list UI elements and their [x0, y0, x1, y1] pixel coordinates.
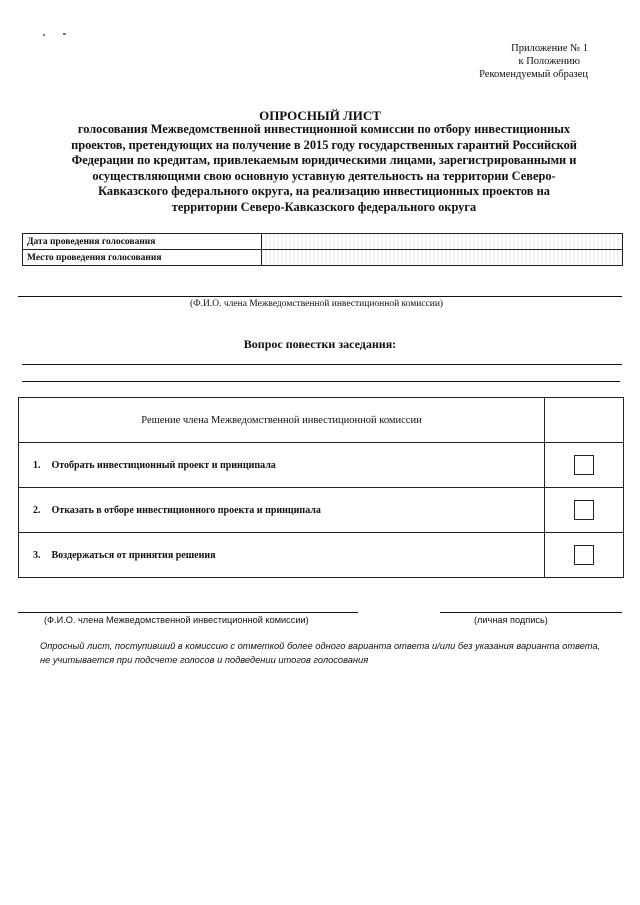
date-label: Дата проведения голосования [23, 234, 262, 250]
subtitle-line: Федерации по кредитам, привлекаемым юридическими лицами, зарегистрированными и [71, 153, 577, 168]
agenda-question-heading: Вопрос повестки заседания: [243, 337, 397, 351]
vote-option-label [19, 443, 545, 488]
vote-header-text: Решение члена Межведомственной инвестиционной комиссии [19, 398, 545, 443]
date-field[interactable] [262, 234, 623, 250]
vote-option-number: 3. [33, 549, 41, 561]
vote-table-header [19, 398, 624, 443]
date-row [23, 234, 623, 250]
scan-speck [63, 33, 66, 35]
subtitle-line: осуществляющими свою основную уставную деятельность на территории Северо- [92, 168, 556, 183]
footnote-line: не учитывается при подсчете голосов и подведении итогов голосования [40, 654, 369, 665]
subtitle-line: территории Северо-Кавказского федерального округа [171, 199, 477, 214]
vote-option-cell [545, 533, 624, 578]
vote-option-row [19, 443, 624, 488]
place-label: Место проведения голосования [23, 250, 262, 266]
vote-option-number: 2. [33, 504, 41, 516]
vote-option-text: Отказать в отборе инвестиционного проекта и принципала [51, 504, 321, 516]
signature-caption: (личная подпись) [474, 615, 548, 625]
member-name-line[interactable] [18, 296, 622, 297]
footnote [40, 640, 625, 667]
subtitle-line: голосования Межведомственной инвестиционной комиссии по отбору инвестиционных [77, 122, 571, 136]
appendix-line-1: Приложение № 1 [511, 43, 588, 54]
vote-option-cell [545, 488, 624, 533]
vote-option-3-checkbox[interactable] [574, 545, 594, 565]
vote-option-2-checkbox[interactable] [574, 500, 594, 520]
document-title: ОПРОСНЫЙ ЛИСТ [259, 108, 381, 123]
agenda-line[interactable] [22, 364, 622, 365]
vote-header-check-column [545, 398, 624, 443]
member-name-caption: (Ф.И.О. члена Межведомственной инвестиционной комиссии) [190, 299, 444, 309]
vote-table [18, 397, 624, 578]
footnote-line: Опросный лист, поступивший в комиссию с отметкой более одного варианта ответа и/или без указания варианта ответа, [40, 641, 601, 651]
vote-option-label [19, 488, 545, 533]
appendix-line-3: Рекомендуемый образец [479, 69, 588, 80]
vote-option-number: 1. [33, 459, 41, 471]
vote-option-text: Отобрать инвестиционный проект и принципала [51, 459, 276, 471]
place-field[interactable] [262, 250, 623, 266]
vote-option-row [19, 488, 624, 533]
vote-option-cell [545, 443, 624, 488]
appendix-header [479, 42, 588, 81]
place-row [23, 250, 623, 266]
signature-name-caption: (Ф.И.О. члена Межведомственной инвестиционной комиссии) [44, 615, 309, 625]
document-subtitle [48, 122, 600, 216]
agenda-line[interactable] [22, 381, 620, 382]
scan-speck [43, 34, 45, 36]
vote-option-1-checkbox[interactable] [574, 455, 594, 475]
appendix-line-2: к Положению [518, 56, 580, 67]
subtitle-line: проектов, претендующих на получение в 2015 году государственных гарантий Российской [71, 137, 577, 152]
vote-option-text: Воздержаться от принятия решения [51, 549, 216, 561]
signature-line[interactable] [440, 612, 622, 613]
vote-option-row [19, 533, 624, 578]
subtitle-line: Кавказского федерального округа, на реализацию инвестиционных проектов на [98, 184, 550, 199]
vote-option-label [19, 533, 545, 578]
meta-table [22, 233, 623, 266]
signature-name-line[interactable] [18, 612, 358, 613]
